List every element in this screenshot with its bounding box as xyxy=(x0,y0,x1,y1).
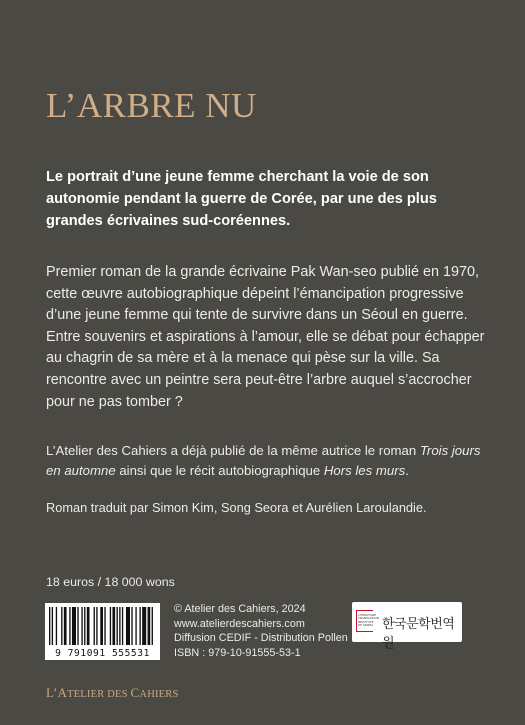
barcode-bar xyxy=(77,607,78,645)
barcode-bar xyxy=(56,607,57,645)
publisher-logo-part-2: TELIER DES xyxy=(67,689,131,700)
barcode-bar xyxy=(104,607,105,645)
copyright: © Atelier des Cahiers, 2024 xyxy=(174,603,306,615)
barcode-bar xyxy=(49,607,50,645)
translators-line: Roman traduit par Simon Kim, Song Seora et Aurélien Laroulandie. xyxy=(46,500,427,515)
barcode-bar xyxy=(148,607,151,645)
barcode-bar xyxy=(84,607,85,645)
barcode-bar xyxy=(135,607,136,645)
lead-paragraph: Le portrait d’une jeune femme cherchant la voie de son autonomie pendant la guerre de Corée, par une des plus grandes écrivaines sud-coréennes. xyxy=(46,169,437,229)
ltik-korean-name: 한국문학번역원 xyxy=(382,617,455,651)
atelier-note-text-3: . xyxy=(405,463,409,478)
summary-paragraph: Premier roman de la grande écrivaine Pak Wan-seo publié en 1970, cette œuvre autobiographique dépeint l’émancipation progressive d’une jeune femme qui tente de survivre dans un Séoul en guerre. Entre souvenirs et aspirations à l’amour, elle se débat pour échapper au chagrin de sa mère et à la menace qui pèse sur la ville. Sa rencontre avec un peintre sera peut-être l’arbre auquel s’accrocher pour ne pas tomber ? xyxy=(46,264,485,410)
ltik-logo xyxy=(352,602,462,651)
book-title-trois-jours: Trois jours en automne xyxy=(46,443,481,478)
book-title-hors-les-murs: Hors les murs xyxy=(323,463,406,478)
barcode xyxy=(45,603,160,660)
atelier-note-text-2: ainsi que le récit autobiographique xyxy=(115,463,324,478)
barcode-bar xyxy=(72,607,76,645)
barcode-bar xyxy=(139,607,140,645)
barcode-bar xyxy=(119,607,120,645)
barcode-bar xyxy=(122,607,123,645)
barcode-bar xyxy=(110,607,111,645)
publisher-logo-part-3: C xyxy=(130,685,140,700)
distribution: Diffusion CEDIF - Distribution Pollen xyxy=(174,632,348,645)
barcode-bar xyxy=(69,607,70,645)
barcode-bar xyxy=(94,607,95,645)
barcode-bar xyxy=(126,607,130,645)
publication-info xyxy=(174,602,348,661)
barcode-bar xyxy=(152,607,153,645)
website: www.atelierdescahiers.com xyxy=(174,617,305,630)
barcode-bar xyxy=(96,607,97,645)
publisher-logo-part-4: AHIERS xyxy=(139,689,179,700)
barcode-bars xyxy=(45,603,160,647)
barcode-bar xyxy=(52,607,53,645)
book-title: L’ARBRE NU xyxy=(46,86,257,125)
barcode-bar xyxy=(64,607,67,645)
atelier-note xyxy=(46,441,496,481)
atelier-note-text-1: L’Atelier des Cahiers a déjà publié de la même autrice le roman xyxy=(46,443,420,458)
barcode-bar xyxy=(81,607,82,645)
publisher-logo xyxy=(46,685,179,701)
barcode-bar xyxy=(100,607,103,645)
price: 18 euros / 18 000 wons xyxy=(46,575,175,589)
barcode-bar xyxy=(61,607,62,645)
barcode-digits: 9 791091 555531 xyxy=(55,648,150,659)
ltik-mark-text: LITERATURE TRANSLATION INSTITUTE OF KOREA xyxy=(358,613,379,628)
barcode-bar xyxy=(87,607,90,645)
isbn: ISBN : 979-10-91555-53-1 xyxy=(174,647,301,660)
barcode-bar xyxy=(131,607,132,645)
publisher-logo-part-1: L’A xyxy=(46,685,68,700)
barcode-bar xyxy=(112,607,115,645)
barcode-bar xyxy=(117,607,118,645)
barcode-bar xyxy=(142,607,146,645)
